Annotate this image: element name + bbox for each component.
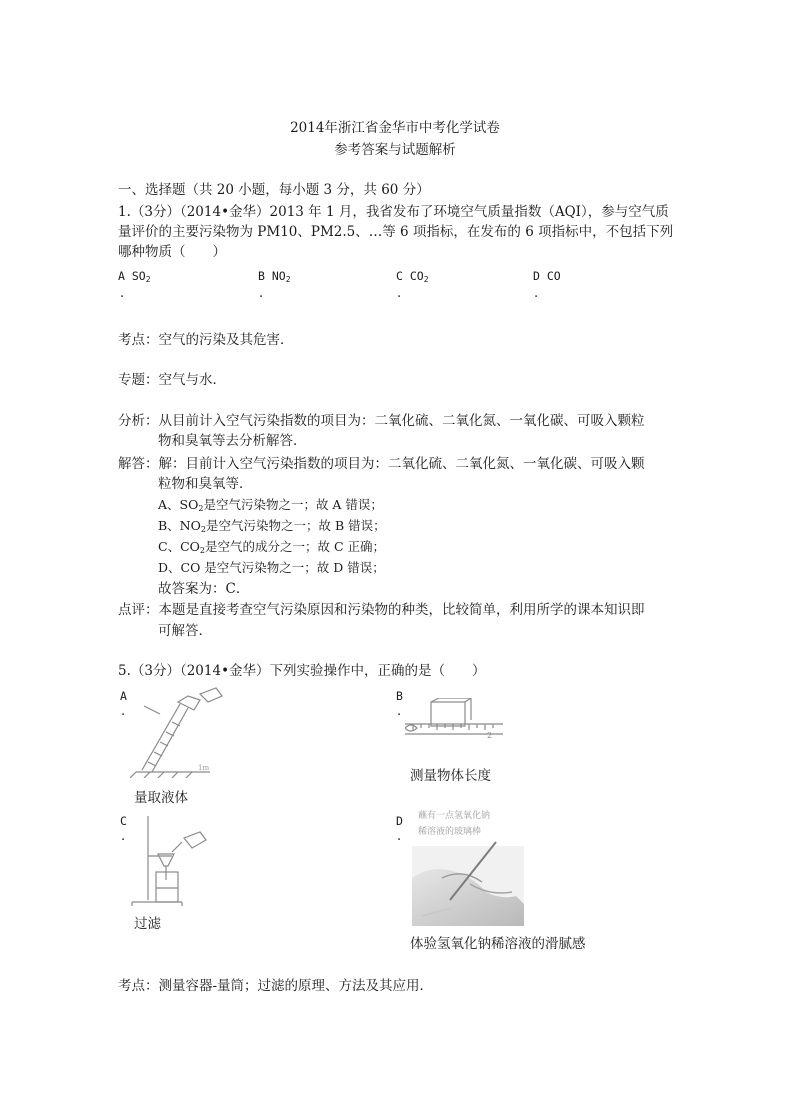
q1-line-3: 哪种物质（ ） [118,244,226,260]
q1-option-d: D CO [533,269,561,283]
q1-option-a: A $SO_2$ [118,269,151,284]
q1-fenxi-1: 分析：从目前计入空气污染指数的项目为：二氧化硫、二氧化氮、一氧化碳、可吸入颗粒 [118,413,645,429]
q1-zhuanti: 专题：空气与水． [118,372,226,388]
q5-option-c-dot: . [121,829,126,844]
q1-option-b: B $NO_2$ [258,269,291,284]
q1-jieda-2: 粒物和臭氧等． [158,476,253,492]
page-subtitle: 参考答案与试题解析 [334,142,456,158]
q5-option-c-letter: C [120,814,127,828]
ruler-label: 2 [487,731,493,740]
ruler-block-illustration [405,698,505,748]
q1-line-2: 量评价的主要污染物为 PM10、PM2.5、…等 6 项指标，在发布的 6 项指标中，不包括下列 [118,224,674,240]
q1-option-c: C $CO_2$ [396,269,429,284]
q1-option-a-dot: . [120,286,125,301]
q5-stem: 5.（3分）（2014•金华）下列实验操作中，正确的是（ ） [118,663,486,679]
q5-option-b-dot: . [397,704,402,719]
q5-option-b-caption: 测量物体长度 [410,768,491,784]
q5-kaodian: 考点：测量容器-量筒；过滤的原理、方法及其应用． [118,978,434,994]
page-title: 2014年浙江省金华市中考化学试卷 [290,120,500,136]
q1-jieda-d: D、CO 是空气污染物之一；故 D 错误； [158,560,385,575]
q1-dianping-1: 点评：本题是直接考查空气污染原因和污染物的种类，比较简单，利用所学的课本知识即 [118,602,645,618]
q1-option-b-dot: . [259,286,264,301]
q1-option-d-dot: . [534,286,539,301]
q5-option-d-caption: 体验氢氧化钠稀溶液的滑腻感 [410,936,586,952]
q1-jieda-1: 解答：解：目前计入空气污染指数的项目为：二氧化硫、二氧化氮、一氧化碳、可吸入颗 [118,456,645,472]
q5-option-a-letter: A [120,689,127,703]
hand-illustration [412,838,524,926]
section-heading: 一、选择题（共 20 小题，每小题 3 分，共 60 分） [118,182,430,198]
q1-kaodian: 考点：空气的污染及其危害． [118,332,294,348]
q5-option-c-caption: 过滤 [134,916,161,932]
q1-dianping-2: 可解答． [158,623,212,639]
q1-jieda-c: C、$CO_2$是空气的成分之一；故 C 正确； [158,539,385,555]
q1-jieda-a: A、$SO_2$是空气污染物之一；故 A 错误； [158,497,383,513]
photo-label-1: 蘸有一点氢氧化钠 [418,811,491,821]
q1-answer: 故答案为：C． [158,581,250,597]
graduated-cylinder-illustration [130,686,230,778]
q5-option-b-letter: B [396,689,403,703]
q5-option-d-letter: D [396,814,403,828]
q5-option-a-dot: . [121,704,126,719]
q1-option-c-dot: . [397,286,402,301]
filtration-apparatus-illustration [128,814,208,906]
q1-line-1: 1.（3分）（2014•金华）2013 年 1 月，我省发布了环境空气质量指数（AQI），参与空气质 [118,204,669,220]
svg-text:1m: 1m [198,764,210,772]
q5-option-d-dot: . [397,829,402,844]
q5-option-a-caption: 量取液体 [134,790,188,806]
q1-jieda-b: B、$NO_2$是空气污染物之一；故 B 错误； [158,518,386,534]
hand-glass-rod-photo [412,808,524,926]
photo-label-2: 稀溶液的玻璃棒 [418,827,482,837]
q1-fenxi-2: 物和臭氧等去分析解答． [158,433,307,449]
